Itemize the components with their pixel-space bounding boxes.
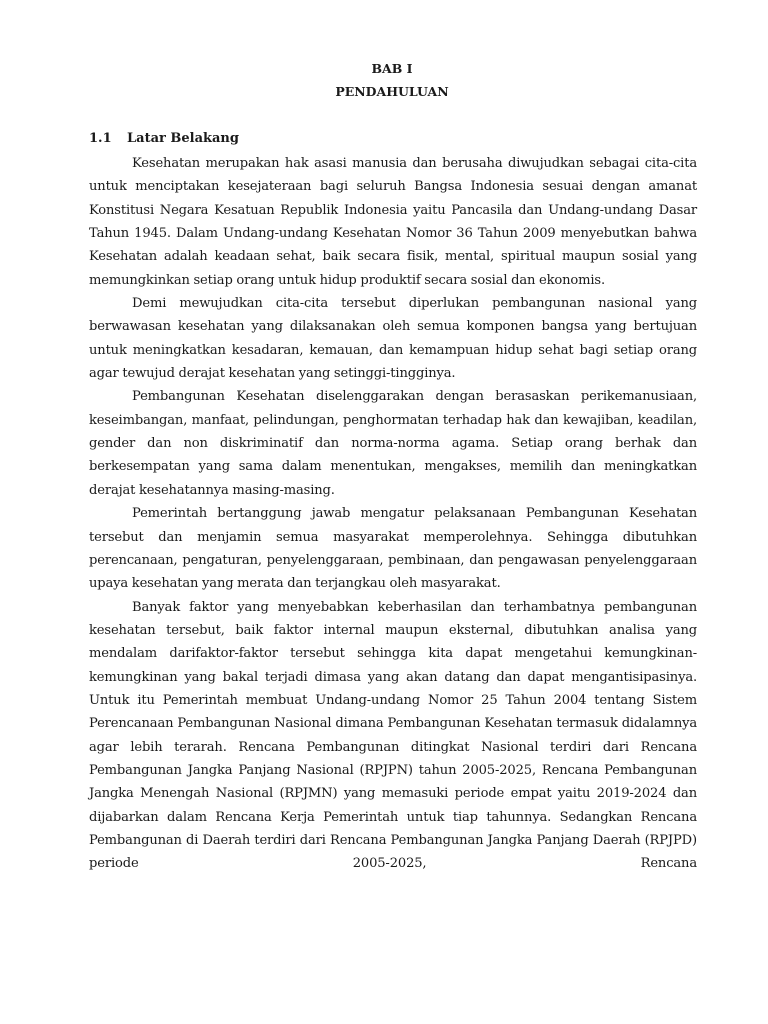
chapter-number: BAB I <box>371 61 413 76</box>
section-title: Latar Belakang <box>127 131 239 146</box>
chapter-title: PENDAHULUAN <box>335 84 449 99</box>
paragraph-4: Pemerintah bertanggung jawab mengatur pelaksanaan Pembangunan Kesehatan tersebut dan menjamin semua masyarakat memperolehnya. Sehingga dibutuhkan perencanaan, pengaturan, penyelenggaraan, pembinaan, dan pengawasan penyelenggaraan upaya kesehatan yang merata dan terjangkau oleh masyarakat. <box>89 506 697 592</box>
paragraph-2: Demi mewujudkan cita-cita tersebut diperlukan pembangunan nasional yang berwawasan kesehatan yang dilaksanakan oleh semua komponen bangsa yang bertujuan untuk meningkatkan kesadaran, kemauan, dan kemampuan hidup sehat bagi setiap orang agar tewujud derajat kesehatan yang setinggi-tingginya. <box>89 296 697 382</box>
paragraph-5: Banyak faktor yang menyebabkan keberhasilan dan terhambatnya pembangunan kesehatan tersebut, baik faktor internal maupun eksternal, dibutuhkan analisa yang mendalam darifaktor-faktor tersebut sehingga kita dapat mengetahui kemungkinan-kemungkinan yang bakal terjadi dimasa yang akan datang dan dapat mengantisipasinya. Untuk itu Pemerintah membuat Undang-undang Nomor 25 Tahun 2004 tentang Sistem Perencanaan Pembangunan Nasional dimana Pembangunan Kesehatan termasuk didalamnya agar lebih terarah. Rencana Pembangunan ditingkat Nasional terdiri dari Rencana Pembangunan Jangka Panjang Nasional (RPJPN) tahun 2005-2025, Rencana Pembangunan Jangka Menengah Nasional (RPJMN) yang memasuki periode empat yaitu 2019-2024 dan dijabarkan dalam Rencana Kerja Pemerintah untuk tiap tahunnya. Sedangkan Rencana Pembangunan di Daerah terdiri dari Rencana Pembangunan Jangka Panjang Daerah (RPJPD) periode 2005-2025, Rencana <box>89 599 697 872</box>
paragraph-3: Pembangunan Kesehatan diselenggarakan dengan berasaskan perikemanusiaan, keseimbangan, manfaat, pelindungan, penghormatan terhadap hak dan kewajiban, keadilan, gender dan non diskriminatif dan norma-norma agama. Setiap orang berhak dan berkesempatan yang sama dalam menentukan, mengakses, memilih dan meningkatkan derajat kesehatannya masing-masing. <box>89 389 697 498</box>
body-text <box>89 152 697 876</box>
section-number: 1.1 <box>89 131 112 146</box>
paragraph-1: Kesehatan merupakan hak asasi manusia dan berusaha diwujudkan sebagai cita-cita untuk menciptakan kesejateraan bagi seluruh Bangsa Indonesia sesuai dengan amanat Konstitusi Negara Kesatuan Republik Indonesia yaitu Pancasila dan Undang-undang Dasar Tahun 1945. Dalam Undang-undang Kesehatan Nomor 36 Tahun 2009 menyebutkan bahwa Kesehatan adalah keadaan sehat, baik secara fisik, mental, spiritual maupun sosial yang memungkinkan setiap orang untuk hidup produktif secara sosial dan ekonomis. <box>89 156 697 288</box>
section-heading <box>89 131 239 147</box>
